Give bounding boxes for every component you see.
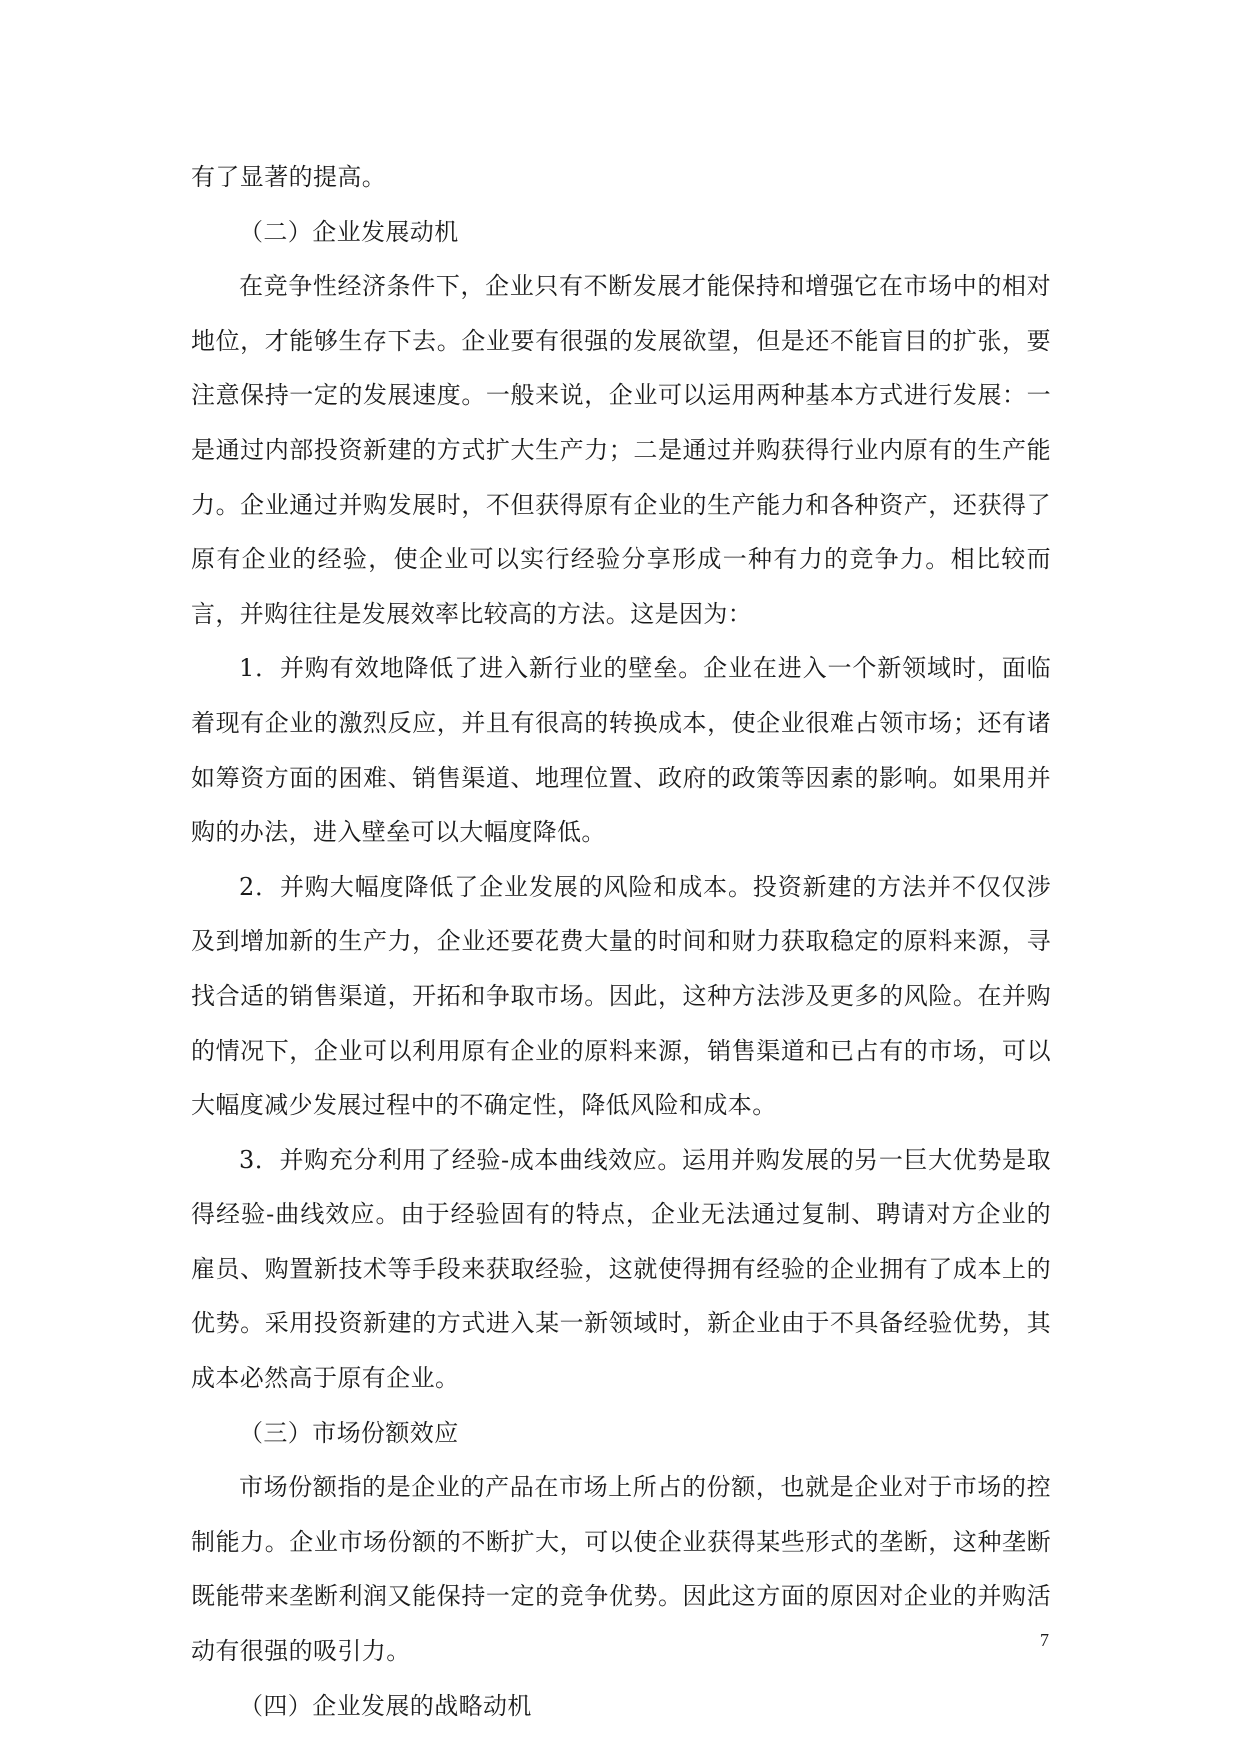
paragraph-continuation: 有了显著的提高。 bbox=[191, 163, 387, 191]
paragraph-point-2-risk: 2．并购大幅度降低了企业发展的风险和成本。投资新建的方法并不仅仅涉及到增加新的生产力，企业还要花费大量的时间和财力获取稳定的原料来源，寻找合适的销售渠道，开拓和争取市场。因此，这种方法涉及更多的风险。在并购的情况下，企业可以利用原有企业的原料来源，销售渠道和已占有的市场，可以大幅度减少发展过程中的不确定性，降低风险和成本。 bbox=[191, 872, 1051, 1120]
paragraph-market-share: 市场份额指的是企业的产品在市场上所占的份额，也就是企业对于市场的控制能力。企业市场份额的不断扩大，可以使企业获得某些形式的垄断，这种垄断既能带来垄断利润又能保持一定的竞争优势。因此这方面的原因对企业的并购活动有很强的吸引力。 bbox=[191, 1473, 1051, 1666]
paragraph-point-3-experience: 3．并购充分利用了经验-成本曲线效应。运用并购发展的另一巨大优势是取得经验-曲线效应。由于经验固有的特点，企业无法通过复制、聘请对方企业的雇员、购置新技术等手段来获取经验，这就使得拥有经验的企业拥有了成本上的优势。采用投资新建的方式进入某一新领域时，新企业由于不具备经验优势，其成本必然高于原有企业。 bbox=[191, 1145, 1051, 1393]
section-heading-development-motive: （二）企业发展动机 bbox=[239, 217, 459, 246]
section-heading-strategic-motive: （四）企业发展的战略动机 bbox=[239, 1691, 532, 1720]
paragraph-development-intro: 在竞争性经济条件下，企业只有不断发展才能保持和增强它在市场中的相对地位，才能够生存下去。企业要有很强的发展欲望，但是还不能盲目的扩张，要注意保持一定的发展速度。一般来说，企业可以运用两种基本方式进行发展：一是通过内部投资新建的方式扩大生产力；二是通过并购获得行业内原有的生产能力。企业通过并购发展时，不但获得原有企业的生产能力和各种资产，还获得了原有企业的经验，使企业可以实行经验分享形成一种有力的竞争力。相比较而言，并购往往是发展效率比较高的方法。这是因为： bbox=[191, 272, 1051, 628]
paragraph-point-1-barriers: 1．并购有效地降低了进入新行业的壁垒。企业在进入一个新领域时，面临着现有企业的激烈反应，并且有很高的转换成本，使企业很难占领市场；还有诸如筹资方面的困难、销售渠道、地理位置、政府的政策等因素的影响。如果用并购的办法，进入壁垒可以大幅度降低。 bbox=[191, 654, 1051, 847]
document-page bbox=[191, 150, 1051, 1733]
page-number: 7 bbox=[1040, 1630, 1049, 1650]
section-heading-market-share: （三）市场份额效应 bbox=[239, 1418, 459, 1447]
